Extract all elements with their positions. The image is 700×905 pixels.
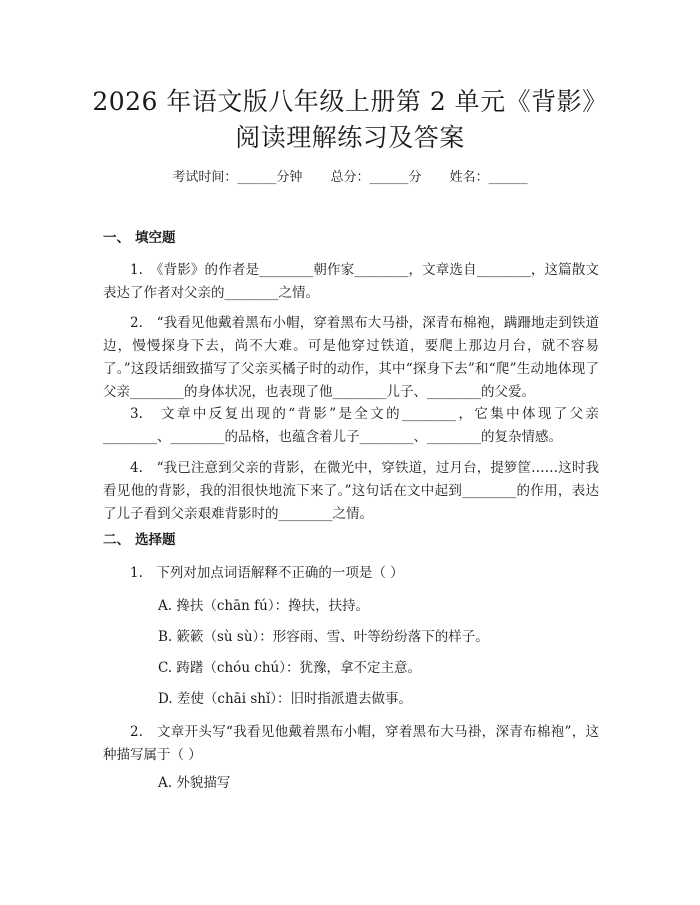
question-fill-4: 4. “我已注意到父亲的背影，在微光中，穿铁道，过月台，提箩筐……这时我看见他的背影，我的泪很快地流下来了。”这句话在文中起到________的作用，表达了儿子看到父亲艰难背影时的________之情。 — [103, 460, 599, 522]
option-d: D. 差使（chāi shǐ）：旧时指派遣去做事。 — [158, 691, 413, 707]
option-c: C. 踌躇（chóu chú）：犹豫，拿不定主意。 — [158, 660, 421, 676]
section-heading-fill-blank — [103, 228, 176, 248]
section-number: 二、 — [103, 532, 130, 548]
option-a: A. 搀扶（chān fú）：搀扶，扶持。 — [158, 598, 370, 614]
question-fill-2: 2. “我看见他戴着黑布小帽，穿着黑布大马褂，深青布棉袍，蹒跚地走到铁道边，慢慢探身下去，尚不大难。可是他穿过铁道，要爬上那边月台，就不容易了。”这段话细致描写了父亲买橘子时的动作，其中“探身下去”和“爬”生动地体现了父亲________的身体状况，也表现了他________儿子、________的父爱。 — [103, 315, 599, 400]
section-number: 一、 — [103, 230, 130, 246]
option-a: A. 外貌描写 — [158, 775, 231, 791]
question-choice-2: 2. 文章开头写“我看见他戴着黑布小帽，穿着黑布大马褂，深青布棉袍”，这种描写属于（ ） — [103, 724, 599, 763]
option-b: B. 簌簌（sù sù）：形容雨、雪、叶等纷纷落下的样子。 — [158, 629, 489, 645]
question-fill-3: 3. 文章中反复出现的“背影”是全文的________，它集中体现了父亲________、________的品格，也蕴含着儿子________、________的复杂情感。 — [103, 406, 599, 445]
section-title: 选择题 — [135, 532, 176, 548]
exam-name: 姓名：______ — [449, 170, 528, 185]
exam-time: 考试时间：______分钟 — [172, 170, 303, 185]
question-choice-1: 1. 下列对加点词语解释不正确的一项是（ ） — [130, 565, 404, 581]
section-title: 填空题 — [135, 230, 176, 246]
document-title-line-2: 阅读理解练习及答案 — [235, 123, 465, 152]
exam-score: 总分：______分 — [330, 170, 422, 185]
section-heading-multiple-choice — [103, 530, 176, 550]
question-fill-1: 1. 《背影》的作者是________朝作家________，文章选自________，这篇散文表达了作者对父亲的________之情。 — [103, 262, 599, 301]
exam-meta — [0, 168, 700, 188]
document-title-line-1: 2026 年语文版八年级上册第 2 单元《背影》 — [92, 87, 608, 116]
